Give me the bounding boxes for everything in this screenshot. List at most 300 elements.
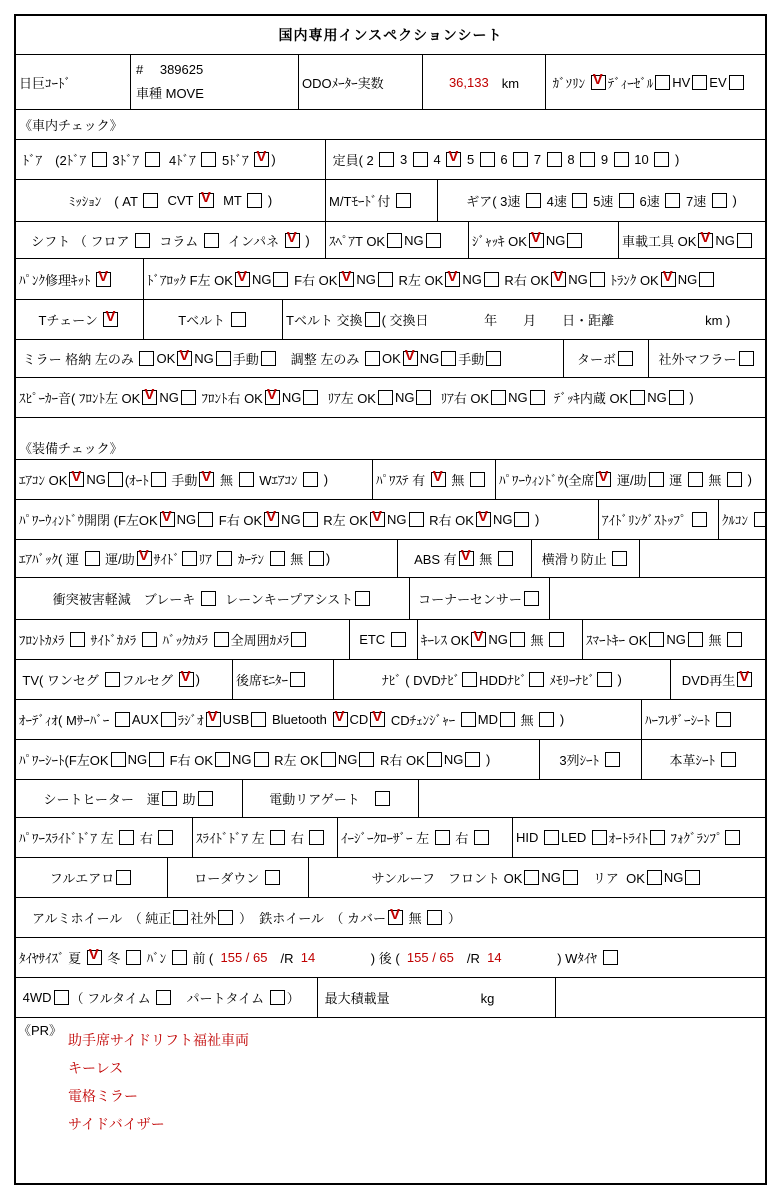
checkbox-checked[interactable] (199, 193, 214, 208)
checkbox-checked[interactable] (177, 351, 192, 366)
checkbox-unchecked[interactable] (151, 472, 166, 487)
label-text: ｽﾗｲﾄﾞﾄﾞｱ 左 (196, 831, 269, 846)
checkbox-unchecked[interactable] (108, 472, 123, 487)
checkbox-unchecked[interactable] (291, 632, 306, 647)
label-text: NG (394, 390, 415, 405)
checkbox-unchecked[interactable] (592, 830, 607, 845)
checkbox-unchecked[interactable] (119, 830, 134, 845)
label-text: R右 OK (500, 272, 550, 288)
label-text: LED (561, 830, 590, 845)
checkbox-checked[interactable] (339, 272, 354, 287)
checkbox-checked[interactable] (471, 632, 486, 647)
tv-cell (16, 660, 233, 699)
checkbox-unchecked[interactable] (547, 152, 562, 167)
label-text: ） 鉄ホイール （ カバー (235, 911, 387, 926)
checkbox-unchecked[interactable] (162, 791, 177, 806)
checkbox-unchecked[interactable] (754, 512, 765, 527)
label-text: 電動リアゲート (269, 792, 373, 807)
checkbox-unchecked[interactable] (143, 193, 158, 208)
label-text: NG (508, 390, 528, 405)
label-text: ） (286, 991, 300, 1006)
power-steering-cell (373, 460, 496, 499)
checkbox-unchecked[interactable] (549, 632, 564, 647)
label-text: ｻｲﾄﾞｶﾒﾗ (87, 633, 140, 648)
checkbox-unchecked[interactable] (470, 472, 485, 487)
checkbox-unchecked[interactable] (721, 752, 736, 767)
checkbox-unchecked[interactable] (514, 512, 529, 527)
label-text: NG (251, 271, 272, 287)
checkbox-unchecked[interactable] (669, 390, 684, 405)
t-chain-cell (16, 300, 144, 339)
checkbox-unchecked[interactable] (92, 152, 107, 167)
checkbox-unchecked[interactable] (461, 712, 476, 727)
label-text: NG (387, 512, 407, 527)
power-seat-cell (16, 740, 540, 779)
label-text: ODOﾒｰﾀｰ実数 (302, 75, 384, 91)
checkbox-checked[interactable] (87, 950, 102, 965)
pr-section-label: 《PR》 (18, 1023, 63, 1038)
label-text: F右 OK (166, 753, 214, 768)
checkbox-unchecked[interactable] (365, 351, 380, 366)
stability-cell (532, 540, 640, 577)
checkbox-checked[interactable] (529, 233, 544, 248)
checkbox-unchecked[interactable] (688, 632, 703, 647)
dvd-play-cell (671, 660, 765, 699)
checkbox-unchecked[interactable] (309, 830, 324, 845)
label-text: 無 (286, 552, 307, 567)
checkbox-unchecked[interactable] (649, 632, 664, 647)
label-text: ｸﾙｺﾝ (722, 513, 752, 528)
row-wheel (16, 898, 765, 938)
checkbox-unchecked[interactable] (491, 390, 506, 405)
checkbox-unchecked[interactable] (265, 870, 280, 885)
checkbox-unchecked[interactable] (378, 272, 393, 287)
label-text: NG (488, 632, 508, 647)
4wd-cell (16, 978, 318, 1017)
label-text: フルセグ (121, 673, 177, 688)
label-text: 3ﾄﾞｱ (108, 153, 143, 168)
checkbox-unchecked[interactable] (309, 551, 324, 566)
label-text: ﾘｱ右 OK (433, 391, 490, 406)
checkbox-unchecked[interactable] (247, 193, 262, 208)
checkbox-unchecked[interactable] (614, 152, 629, 167)
navi-cell (334, 660, 671, 699)
label-text: ﾊﾟﾜｽﾃ 有 (376, 473, 429, 488)
checkbox-unchecked[interactable] (149, 752, 164, 767)
label-text: OK (156, 351, 176, 366)
checkbox-checked[interactable] (388, 910, 403, 925)
checkbox-unchecked[interactable] (379, 152, 394, 167)
checkbox-unchecked[interactable] (201, 152, 216, 167)
label-text: 4 (429, 152, 445, 167)
checkbox-unchecked[interactable] (486, 351, 501, 366)
checkbox-unchecked[interactable] (378, 390, 393, 405)
checkbox-unchecked[interactable] (441, 351, 456, 366)
label-text: 国内専用インスペクションシート (278, 27, 503, 43)
checkbox-unchecked[interactable] (480, 152, 495, 167)
label-text: 3列ｼｰﾄ (559, 753, 603, 768)
checkbox-unchecked[interactable] (135, 233, 150, 248)
label-text: Bluetooth (268, 712, 331, 727)
checkbox-checked[interactable] (445, 272, 460, 287)
checkbox-checked[interactable] (459, 551, 474, 566)
checkbox-unchecked[interactable] (618, 351, 633, 366)
checkbox-checked[interactable] (431, 472, 446, 487)
checkbox-unchecked[interactable] (201, 591, 216, 606)
checkbox-unchecked[interactable] (261, 351, 276, 366)
checkbox-unchecked[interactable] (725, 830, 740, 845)
row-aero (16, 858, 765, 898)
checkbox-checked[interactable] (370, 512, 385, 527)
code-label-cell (16, 55, 131, 109)
label-text: OK (382, 351, 401, 366)
checkbox-unchecked[interactable] (85, 551, 100, 566)
checkbox-unchecked[interactable] (712, 193, 727, 208)
checkbox-checked[interactable] (476, 512, 491, 527)
checkbox-unchecked[interactable] (729, 75, 744, 90)
label-text: ﾌﾛﾝﾄｶﾒﾗ (19, 633, 69, 648)
checkbox-unchecked[interactable] (216, 351, 231, 366)
checkbox-unchecked[interactable] (500, 712, 515, 727)
checkbox-checked[interactable] (103, 312, 118, 327)
label-text: ﾒﾓﾘｰﾅﾋﾞ (545, 673, 595, 688)
label-text: ABS 有 (414, 552, 457, 567)
label-text: CVT (160, 193, 197, 208)
pr-comments (68, 1026, 761, 1138)
checkbox-unchecked[interactable] (530, 390, 545, 405)
checkbox-unchecked[interactable] (426, 233, 441, 248)
label-text: R右 OK (425, 513, 474, 528)
checkbox-unchecked[interactable] (231, 312, 246, 327)
checkbox-checked[interactable] (179, 672, 194, 687)
checkbox-checked[interactable] (199, 472, 214, 487)
label-text: 右 (451, 831, 472, 846)
label-text: インパネ (220, 233, 283, 249)
checkbox-unchecked[interactable] (182, 551, 197, 566)
checkbox-checked[interactable] (551, 272, 566, 287)
checkbox-unchecked[interactable] (650, 830, 665, 845)
spare-tire-cell (326, 222, 469, 258)
row-title (16, 16, 765, 55)
checkbox-unchecked[interactable] (665, 193, 680, 208)
label-text: /R (453, 951, 488, 966)
label-text: ﾗｼﾞｵ (177, 713, 204, 728)
checkbox-checked[interactable] (285, 233, 300, 248)
checkbox-unchecked[interactable] (692, 512, 707, 527)
checkbox-checked[interactable] (137, 551, 152, 566)
checkbox-unchecked[interactable] (474, 830, 489, 845)
checkbox-checked[interactable] (264, 512, 279, 527)
label-text: Tベルト (178, 313, 229, 328)
label-text: ) (531, 512, 540, 527)
checkbox-checked[interactable] (591, 75, 606, 90)
label-text: 冬 (103, 951, 124, 966)
label-text: (ｵｰﾄ (124, 473, 149, 488)
checkbox-unchecked[interactable] (303, 512, 318, 527)
corner-sensor-cell (410, 578, 550, 619)
checkbox-unchecked[interactable] (654, 152, 669, 167)
label-text: ｴｱｺﾝ OK (19, 473, 68, 488)
checkbox-checked[interactable] (254, 152, 269, 167)
checkbox-unchecked[interactable] (290, 672, 305, 687)
checkbox-unchecked[interactable] (142, 632, 157, 647)
label-text: 4速 (542, 194, 571, 209)
label-text: ターボ (576, 352, 616, 367)
checkbox-unchecked[interactable] (270, 830, 285, 845)
checkbox-checked[interactable] (661, 272, 676, 287)
checkbox-unchecked[interactable] (391, 632, 406, 647)
label-text: ﾊﾟﾜｰｽﾗｲﾄﾞﾄﾞｱ 左 (19, 831, 118, 846)
label-text: 日巨ｺｰﾄﾞ (19, 75, 72, 91)
checkbox-unchecked[interactable] (270, 990, 285, 1005)
checkbox-checked[interactable] (333, 712, 348, 727)
checkbox-unchecked[interactable] (158, 830, 173, 845)
value-red-text: 14 (487, 950, 502, 965)
checkbox-unchecked[interactable] (524, 591, 539, 606)
value-red-text: 36,133 (448, 74, 489, 90)
checkbox-unchecked[interactable] (387, 233, 402, 248)
checkbox-unchecked[interactable] (427, 752, 442, 767)
checkbox-unchecked[interactable] (685, 870, 700, 885)
label-text: /R (267, 951, 301, 966)
checkbox-checked[interactable] (69, 472, 84, 487)
checkbox-unchecked[interactable] (217, 551, 232, 566)
label-text: NG (419, 351, 440, 366)
checkbox-unchecked[interactable] (727, 632, 742, 647)
label-text: ) (195, 672, 200, 687)
label-text: AUX (131, 712, 159, 727)
label-text: ギア( 3速 (466, 194, 524, 209)
checkbox-unchecked[interactable] (649, 472, 664, 487)
checkbox-unchecked[interactable] (498, 551, 513, 566)
checkbox-unchecked[interactable] (214, 632, 229, 647)
label-text: 無 (405, 911, 426, 926)
checkbox-checked[interactable] (370, 712, 385, 727)
checkbox-unchecked[interactable] (688, 472, 703, 487)
row-aircon (16, 460, 765, 500)
row-collision (16, 578, 765, 620)
checkbox-unchecked[interactable] (563, 870, 578, 885)
checkbox-checked[interactable] (235, 272, 250, 287)
checkbox-unchecked[interactable] (270, 551, 285, 566)
checkbox-unchecked[interactable] (181, 390, 196, 405)
easy-closer-cell (338, 818, 513, 857)
checkbox-checked[interactable] (737, 672, 752, 687)
checkbox-unchecked[interactable] (198, 791, 213, 806)
checkbox-unchecked[interactable] (580, 152, 595, 167)
label-text: NG (568, 271, 588, 287)
checkbox-checked[interactable] (160, 512, 175, 527)
label-text: R右 OK (376, 753, 425, 768)
label-text: ) (671, 152, 680, 167)
pw-open-close-cell (16, 500, 599, 539)
label-text: ﾘｱ (198, 552, 216, 567)
label-text: 横滑り防止 (541, 552, 611, 567)
row-section-equipment (16, 418, 765, 460)
checkbox-checked[interactable] (265, 390, 280, 405)
row-mirror (16, 340, 765, 378)
label-text: 社外 (190, 911, 217, 926)
checkbox-unchecked[interactable] (273, 272, 288, 287)
checkbox-unchecked[interactable] (161, 712, 176, 727)
third-row-seat-cell (540, 740, 642, 779)
checkbox-unchecked[interactable] (526, 193, 541, 208)
checkbox-unchecked[interactable] (116, 870, 131, 885)
checkbox-unchecked[interactable] (396, 193, 411, 208)
checkbox-checked[interactable] (403, 351, 418, 366)
label-text: 後席ﾓﾆﾀｰ (236, 673, 289, 688)
checkbox-unchecked[interactable] (647, 870, 662, 885)
label-text: NG (541, 870, 561, 885)
checkbox-unchecked[interactable] (612, 551, 627, 566)
row-4wd (16, 978, 765, 1018)
label-text: Tチェーン (38, 313, 102, 328)
half-leather-cell (642, 700, 765, 739)
label-text: ﾊﾟﾜｰｳｨﾝﾄﾞｳ開閉 (F左OK (19, 513, 158, 528)
checkbox-unchecked[interactable] (70, 632, 85, 647)
checkbox-unchecked[interactable] (251, 712, 266, 727)
checkbox-unchecked[interactable] (655, 75, 670, 90)
value-red-text: 155 / 65 (406, 950, 454, 965)
checkbox-unchecked[interactable] (605, 752, 620, 767)
label-text: 無 (704, 633, 726, 648)
checkbox-unchecked[interactable] (303, 390, 318, 405)
label-text: 《車内チェック》 (19, 118, 123, 133)
checkbox-unchecked[interactable] (321, 752, 336, 767)
label-text: R左 OK (270, 753, 319, 768)
checkbox-unchecked[interactable] (115, 712, 130, 727)
checkbox-unchecked[interactable] (198, 512, 213, 527)
label-text: USB (222, 712, 250, 727)
checkbox-unchecked[interactable] (355, 591, 370, 606)
checkbox-unchecked[interactable] (739, 351, 754, 366)
checkbox-unchecked[interactable] (597, 672, 612, 687)
checkbox-checked[interactable] (698, 233, 713, 248)
label-text: ｶﾞｿﾘﾝ (549, 75, 589, 91)
row-tv-navi (16, 660, 765, 700)
checkbox-unchecked[interactable] (572, 193, 587, 208)
label-text: 無 (447, 473, 468, 488)
muffler-cell (649, 340, 765, 377)
label-text: NG (715, 232, 735, 248)
checkbox-unchecked[interactable] (619, 193, 634, 208)
checkbox-unchecked[interactable] (427, 910, 442, 925)
checkbox-unchecked[interactable] (544, 830, 559, 845)
checkbox-unchecked[interactable] (529, 672, 544, 687)
label-text: NG (462, 271, 482, 287)
label-text: ﾊﾞﾝ (142, 951, 170, 966)
checkbox-unchecked[interactable] (145, 152, 160, 167)
checkbox-unchecked[interactable] (435, 830, 450, 845)
checkbox-unchecked[interactable] (513, 152, 528, 167)
label-text: 5ﾄﾞｱ (218, 153, 253, 168)
label-text: ﾄﾞｱﾛｯｸ F左 OK (147, 272, 233, 288)
checkbox-unchecked[interactable] (126, 950, 141, 965)
label-text: ﾊﾟﾜｰｼｰﾄ(F左OK (19, 753, 109, 768)
checkbox-unchecked[interactable] (172, 950, 187, 965)
section-label-interior (16, 110, 765, 139)
checkbox-unchecked[interactable] (416, 390, 431, 405)
label-text: ﾊﾟﾜｰｳｨﾝﾄﾞｳ(全席 (499, 473, 595, 488)
label-text: ETC (359, 632, 389, 647)
label-text: NG (194, 351, 214, 366)
checkbox-unchecked[interactable] (716, 712, 731, 727)
checkbox-unchecked[interactable] (524, 870, 539, 885)
checkbox-unchecked[interactable] (54, 990, 69, 1005)
label-text: NG (677, 271, 698, 287)
checkbox-checked[interactable] (206, 712, 221, 727)
checkbox-unchecked[interactable] (727, 472, 742, 487)
checkbox-unchecked[interactable] (484, 272, 499, 287)
label-text: 5速 (589, 194, 617, 209)
label-text: 定員( 2 (329, 153, 378, 168)
checkbox-unchecked[interactable] (254, 752, 269, 767)
pr-comment-line: キーレス (68, 1060, 124, 1076)
label-text: 車載工具 OK (622, 233, 697, 249)
checkbox-unchecked[interactable] (375, 791, 390, 806)
tools-cell (619, 222, 765, 258)
checkbox-unchecked[interactable] (630, 390, 645, 405)
label-text: フルエアロ (49, 871, 115, 886)
checkbox-unchecked[interactable] (239, 472, 254, 487)
checkbox-unchecked[interactable] (603, 950, 618, 965)
checkbox-unchecked[interactable] (465, 752, 480, 767)
checkbox-unchecked[interactable] (359, 752, 374, 767)
checkbox-unchecked[interactable] (510, 632, 525, 647)
checkbox-unchecked[interactable] (567, 233, 582, 248)
checkbox-unchecked[interactable] (218, 910, 233, 925)
checkbox-unchecked[interactable] (539, 712, 554, 727)
label-text: パートタイム (173, 991, 268, 1006)
checkbox-unchecked[interactable] (462, 672, 477, 687)
checkbox-unchecked[interactable] (173, 910, 188, 925)
odo-value-cell (423, 55, 546, 109)
checkbox-unchecked[interactable] (692, 75, 707, 90)
checkbox-unchecked[interactable] (105, 672, 120, 687)
checkbox-unchecked[interactable] (215, 752, 230, 767)
checkbox-unchecked[interactable] (590, 272, 605, 287)
checkbox-checked[interactable] (446, 152, 461, 167)
label-text: コラム (152, 233, 202, 249)
mt-mode-cell (326, 180, 438, 221)
checkbox-unchecked[interactable] (204, 233, 219, 248)
slide-door-cell (193, 818, 338, 857)
label-text: NG (176, 512, 197, 527)
checkbox-unchecked[interactable] (699, 272, 714, 287)
turbo-cell (564, 340, 649, 377)
checkbox-unchecked[interactable] (139, 351, 154, 366)
power-window-cell (496, 460, 765, 499)
checkbox-checked[interactable] (596, 472, 611, 487)
checkbox-unchecked[interactable] (111, 752, 126, 767)
label-text: 無 (517, 713, 538, 728)
checkbox-unchecked[interactable] (303, 472, 318, 487)
checkbox-unchecked[interactable] (737, 233, 752, 248)
fuel-type-cell (546, 55, 765, 109)
checkbox-unchecked[interactable] (413, 152, 428, 167)
checkbox-checked[interactable] (142, 390, 157, 405)
checkbox-checked[interactable] (96, 272, 111, 287)
label-text: 右 (287, 831, 308, 846)
checkbox-unchecked[interactable] (365, 312, 380, 327)
checkbox-unchecked[interactable] (409, 512, 424, 527)
t-belt-change-cell (283, 300, 765, 339)
checkbox-unchecked[interactable] (156, 990, 171, 1005)
label-text: ) 後 ( (315, 951, 407, 966)
row-airbag (16, 540, 765, 578)
label-text: ) (482, 752, 491, 767)
label-text: HV (672, 74, 691, 90)
